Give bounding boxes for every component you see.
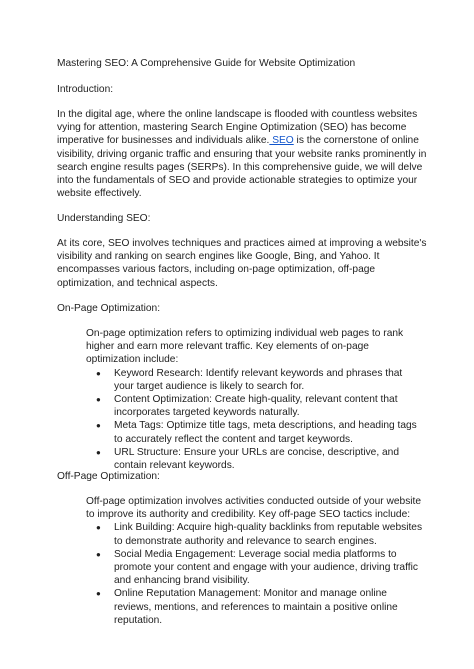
introduction-heading: Introduction: <box>57 84 114 95</box>
list-item: ● Social Media Engagement: Leverage social media platforms to promote your content and engage with your audience, driving traffic and enhancing brand visibility. <box>86 548 424 588</box>
offpage-intro: Off-page optimization involves activities conducted outside of your website to improve its authority and credibility. Key off-page SEO tactics include: <box>86 496 422 521</box>
onpage-intro: On-page optimization refers to optimizing individual web pages to rank higher and earn more relevant traffic. Key elements of on-page optimization include: <box>86 328 404 366</box>
intro-text-before-link: In the digital age, where the online landscape is flooded with countless websites vying for attention, mastering Search Engine Optimization (SEO) has become imperative for businesses and individuals alike. <box>57 109 418 147</box>
list-item: ● Link Building: Acquire high-quality backlinks from reputable websites to demonstrate authority and relevance to search engines. <box>86 521 424 547</box>
onpage-heading: On-Page Optimization: <box>57 303 161 314</box>
offpage-list <box>86 521 426 627</box>
list-item: ● Keyword Research: Identify relevant keywords and phrases that your target audience is likely to search for. <box>86 367 424 393</box>
understanding-heading: Understanding SEO: <box>57 213 151 224</box>
document-title: Mastering SEO: A Comprehensive Guide for Website Optimization <box>57 58 356 69</box>
offpage-heading: Off-Page Optimization: <box>57 471 160 482</box>
understanding-paragraph: At its core, SEO involves techniques and practices aimed at improving a website's visibility and ranking on search engines like Google, Bing, and Yahoo. It encompasses various factors, including on-page optimization, off-page optimization, and technical aspects. <box>57 238 427 289</box>
list-item: ● Online Reputation Management: Monitor and manage online reviews, mentions, and references to maintain a positive online reputation. <box>86 587 424 627</box>
onpage-list <box>86 367 426 473</box>
seo-link[interactable]: SEO <box>269 135 294 147</box>
list-item: ● Content Optimization: Create high-quality, relevant content that incorporates targeted keywords naturally. <box>86 393 424 419</box>
offpage-section <box>86 495 426 627</box>
onpage-section <box>86 327 426 472</box>
list-item: ● URL Structure: Ensure your URLs are concise, descriptive, and contain relevant keywords. <box>86 446 424 472</box>
list-item: ● Meta Tags: Optimize title tags, meta descriptions, and heading tags to accurately reflect the content and target keywords. <box>86 419 424 445</box>
introduction-paragraph <box>57 108 427 200</box>
intro-text-after-link: is the cornerstone of online visibility, driving organic traffic and ensuring that your website ranks prominently in search engine results pages (SERPs). In this comprehensive guide, we will delve into the fundamentals of SEO and provide actionable strategies to optimize your website effectively. <box>57 135 427 200</box>
